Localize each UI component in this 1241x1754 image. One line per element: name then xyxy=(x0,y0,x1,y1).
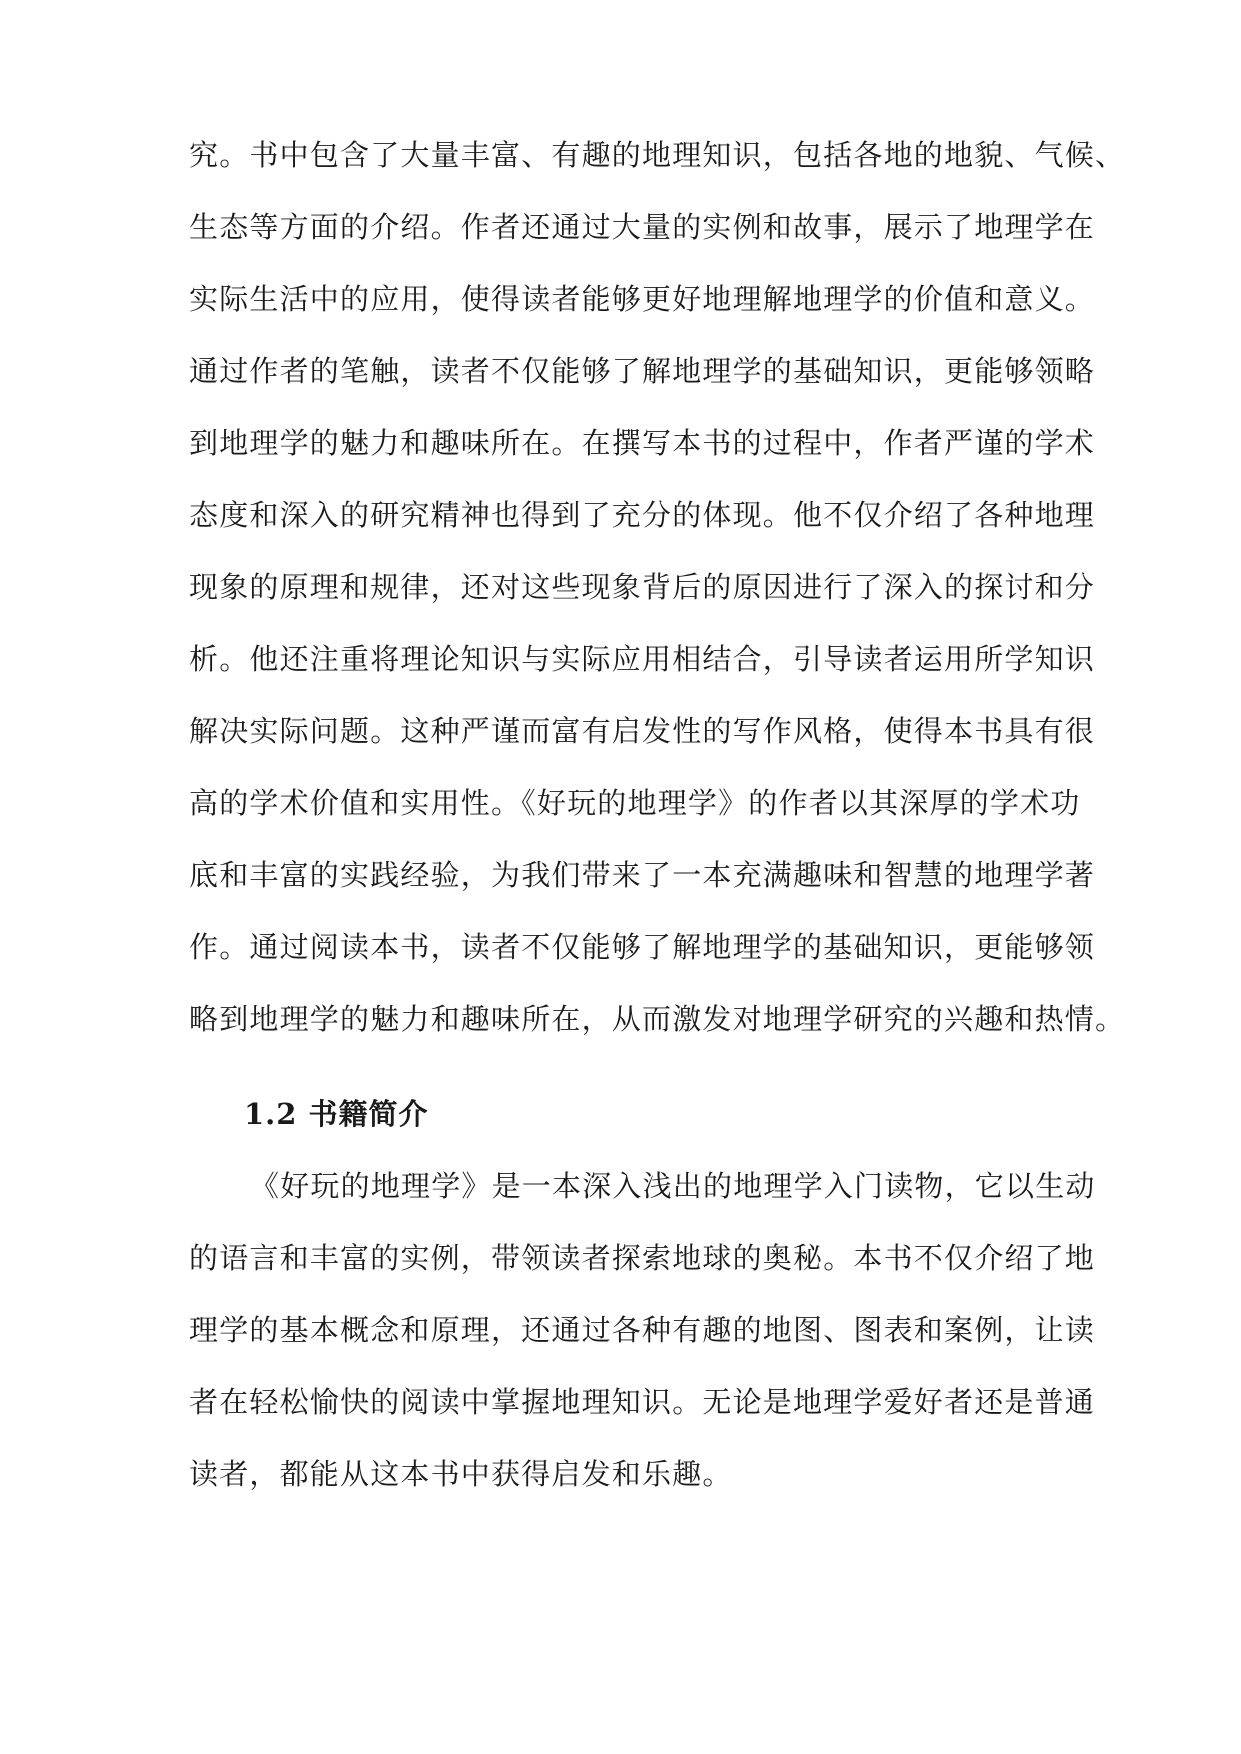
text-line: 《好玩的地理学》是一本深入浅出的地理学入门读物，它以生动 xyxy=(250,1169,1096,1203)
text-line: 到地理学的魅力和趣味所在。在撰写本书的过程中，作者严谨的学术 xyxy=(189,426,1096,460)
text-line: 的语言和丰富的实例，带领读者探索地球的奥秘。本书不仅介绍了地 xyxy=(189,1241,1096,1275)
text-line: 解决实际问题。这种严谨而富有启发性的写作风格，使得本书具有很 xyxy=(189,714,1096,748)
text-line: 读者，都能从这本书中获得启发和乐趣。 xyxy=(189,1457,733,1491)
text-line: 者在轻松愉快的阅读中掌握地理知识。无论是地理学爱好者还是普通 xyxy=(189,1385,1096,1419)
text-line: 理学的基本概念和原理，还通过各种有趣的地图、图表和案例，让读 xyxy=(189,1313,1096,1347)
text-line: 略到地理学的魅力和趣味所在，从而激发对地理学研究的兴趣和热情。 xyxy=(189,1002,1126,1036)
section-heading: 1.2 书籍简介 xyxy=(244,1097,429,1131)
text-line: 析。他还注重将理论知识与实际应用相结合，引导读者运用所学知识 xyxy=(189,642,1096,676)
text-line: 态度和深入的研究精神也得到了充分的体现。他不仅介绍了各种地理 xyxy=(189,498,1096,532)
text-line: 通过作者的笔触，读者不仅能够了解地理学的基础知识，更能够领略 xyxy=(189,354,1096,388)
text-line: 作。通过阅读本书，读者不仅能够了解地理学的基础知识，更能够领 xyxy=(189,930,1096,964)
text-line: 究。书中包含了大量丰富、有趣的地理知识，包括各地的地貌、气候、 xyxy=(189,138,1126,172)
text-line: 实际生活中的应用，使得读者能够更好地理解地理学的价值和意义。 xyxy=(189,282,1096,316)
text-line: 现象的原理和规律，还对这些现象背后的原因进行了深入的探讨和分 xyxy=(189,570,1096,604)
text-line: 底和丰富的实践经验，为我们带来了一本充满趣味和智慧的地理学著 xyxy=(189,858,1096,892)
text-line: 高的学术价值和实用性。《好玩的地理学》的作者以其深厚的学术功 xyxy=(189,786,1081,820)
text-line: 生态等方面的介绍。作者还通过大量的实例和故事，展示了地理学在 xyxy=(189,210,1096,244)
